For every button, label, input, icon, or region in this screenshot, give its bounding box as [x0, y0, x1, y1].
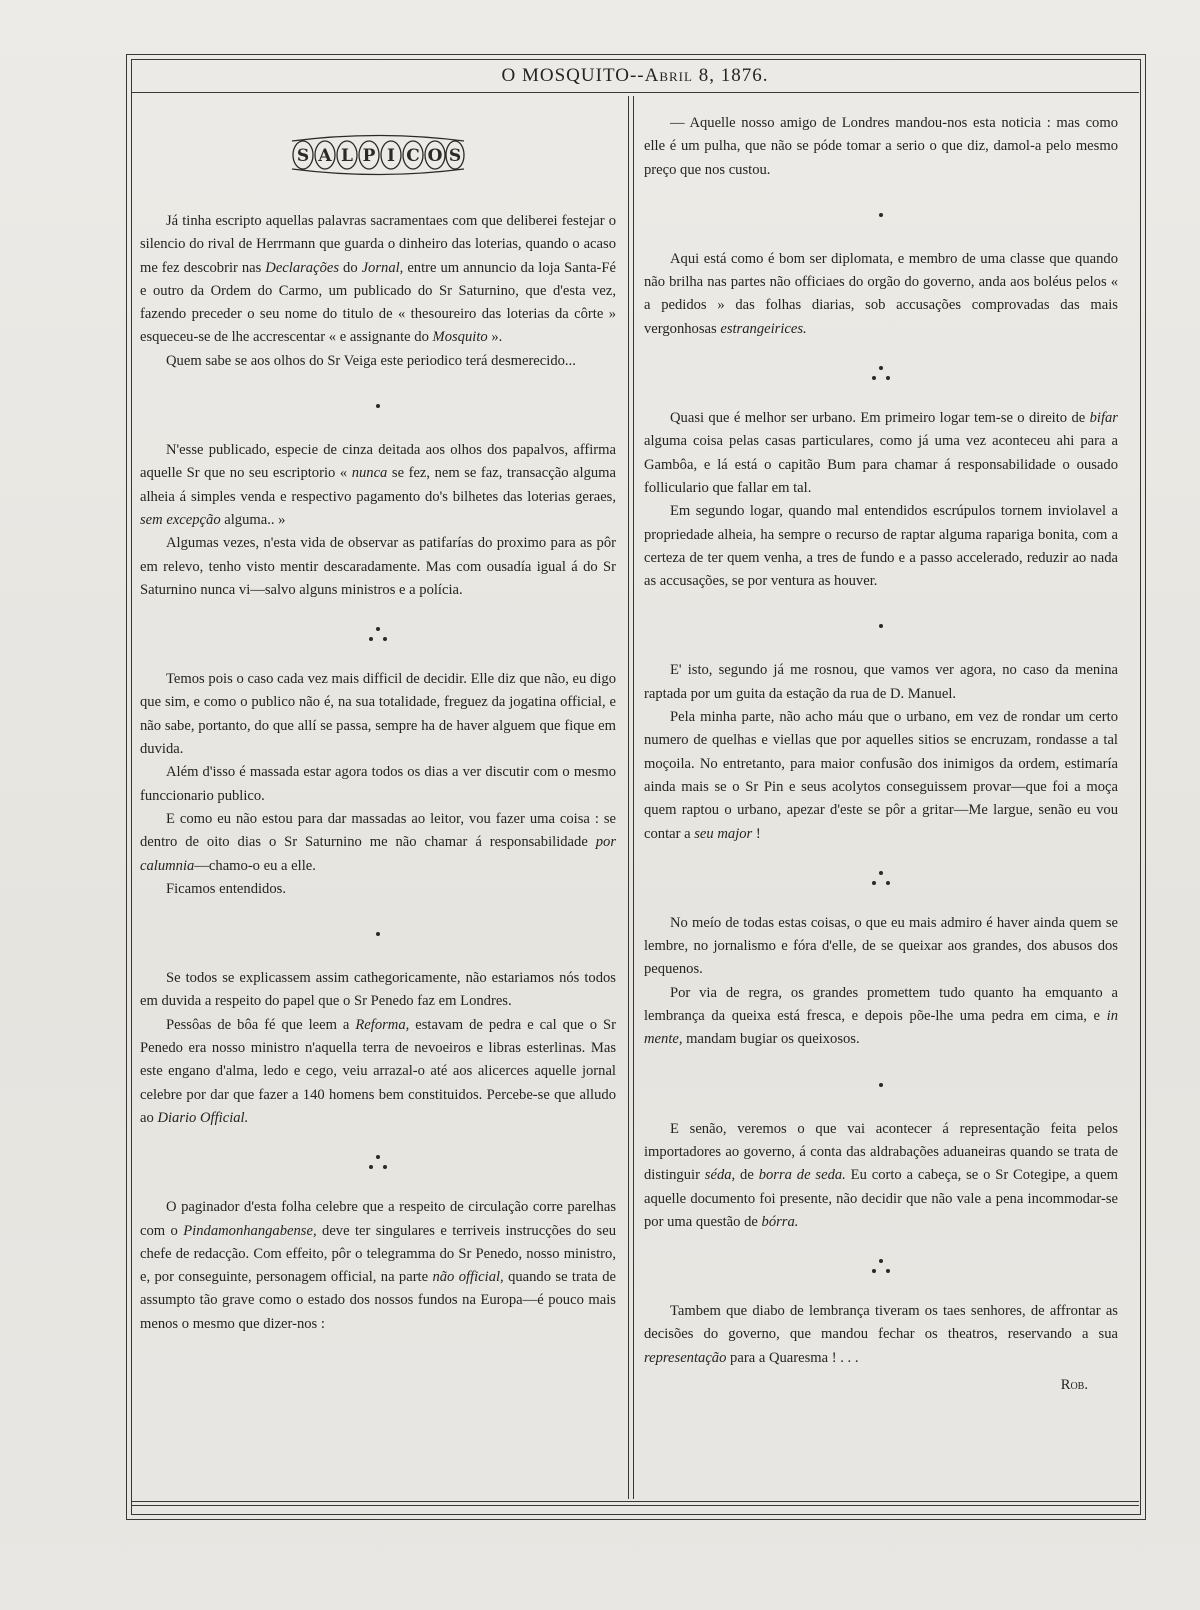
separator-dot [886, 376, 890, 380]
section-separator [866, 203, 896, 227]
paragraph: O paginador d'esta folha celebre que a respeito de circulação corre parelhas com o Pindamonhangabense, deve ter singulares e terriveis instrucções do seu chefe de redacção. Com effeito, pôr o telegramma do Sr Penedo, nosso ministro, e, por conseguinte, personagem official, na parte não official, quando se trata de assumpto tão grave como o estado dos nossos fundos na Europa—é pouco mais menos o mesmo que dizer-nos : [140, 1199, 616, 1332]
paragraph: Ficamos entendidos. [166, 880, 286, 897]
paragraph: Temos pois o caso cada vez mais difficil de decidir. Elle diz que não, eu digo que sim, e como o publico não é, na sua totalidade, freguez da jogatina official, e não sabe, portanto, do que allí se passa, sempre ha de haver alguem que fique em duvida. [140, 671, 616, 758]
paragraph: E como eu não estou para dar massadas ao leitor, vou fazer uma coisa : se dentro de oito dias o Sr Saturnino me não chamar á responsabilidade por calumnia—chamo-o eu a elle. [140, 810, 616, 874]
svg-text:L: L [341, 146, 353, 166]
paragraph: E senão, veremos o que vai acontecer á representação feita pelos importadores ao governo, á conta das aldrabações aduaneiras quando se trata de distinguir séda, de borra de seda. Eu corto a cabeça, se o Sr Cotegipe, a quem aquelle documento foi presente, não decidir que não vale a pena incommodar-se por uma questão de bórra. [644, 1120, 1118, 1230]
separator-dot [376, 404, 380, 408]
paragraph: Pessôas de bôa fé que leem a Reforma, estavam de pedra e cal que o Sr Penedo era nosso ministro n'aquella terra de nevoeiros e libras esterlinas. Mas este engano d'alma, ledo e cego, veiu arrazal-o até aos alicerces aquelle jornal celebre por dar que fazer a 140 homens bem constituidos. Percebe-se que alludo ao Diario Official. [140, 1016, 616, 1126]
separator-dot [376, 1155, 380, 1159]
paragraph: Tambem que diabo de lembrança tiveram os taes senhores, de affrontar as decisões do governo, que mandou fechar os theatros, reservando a sua representação para a Quaresma ! . . . [644, 1303, 1118, 1366]
svg-text:I: I [387, 146, 395, 166]
paragraph: Além d'isso é massada estar agora todos os dias a ver discutir com o mesmo funccionario publico. [140, 764, 616, 804]
separator-dot [376, 932, 380, 936]
separator-dot [879, 366, 883, 370]
footer-rule [131, 1505, 1139, 1506]
svg-text:P: P [362, 146, 376, 166]
paragraph: — Aquelle nosso amigo de Londres mandou-nos esta noticia : mas como elle é um pulha, que não se póde tomar a serio o que diz, damol-a pelo mesmo preço que nos custou. [644, 115, 1118, 178]
paragraph: Quasi que é melhor ser urbano. Em primeiro logar tem-se o direito de bifar alguma coisa pelas casas particulares, como já uma vez aconteceu ahi para a Gambôa, e lá está o capitão Bum para chamar á responsabilidade o ousado folliculario que fallar em tal. [644, 410, 1118, 496]
right-column [644, 112, 1118, 1397]
svg-text:S: S [296, 146, 310, 166]
separator-dot [886, 881, 890, 885]
section-separator [866, 1073, 896, 1097]
publication-name: O MOSQUITO [501, 65, 630, 86]
section-separator [363, 394, 393, 418]
separator-dot [376, 627, 380, 631]
masthead [131, 60, 1139, 93]
svg-text:S: S [448, 146, 462, 166]
svg-text:C: C [406, 146, 420, 166]
paragraph: Pela minha parte, não acho máu que o urbano, em vez de rondar um certo numero de quelhas e viellas que por aquelles sitios se encruzam, rondasse a tal moçoila. No entretanto, para maior confusão dos inimigos da ordem, estimaría ainda mais se o Sr Pin e seus acolytos conseguissem provar—que foi a moça quem raptou o urbano, apezar d'este se pôr a gritar—Me largue, senão eu vou contar a seu major ! [644, 709, 1118, 842]
paragraph: Por via de regra, os grandes promettem tudo quanto ha emquanto a lembrança da queixa está fresca, e depois põe-lhe uma pedra em cima, e in mente, mandam bugiar os queixosos. [644, 984, 1118, 1048]
column-rule [633, 96, 634, 1499]
footer-rule [131, 1501, 1139, 1502]
paragraph: Se todos se explicassem assim cathegoricamente, não estariamos nós todos em duvida a respeito do papel que o Sr Penedo faz em Londres. [140, 970, 616, 1010]
paragraph: N'esse publicado, especie de cinza deitada aos olhos dos papalvos, affirma aquelle Sr que no seu escriptorio « nunca se fez, nem se faz, transacção alguma alheia á simples venda e respectivo pagamento do's bilhetes das loterias geraes, sem excepção alguma.. » [140, 442, 616, 528]
masthead-dash: -- [629, 65, 645, 86]
section-separator [866, 1255, 896, 1279]
paragraph: Em segundo logar, quando mal entendidos escrúpulos tornem inviolavel a propriedade alheia, ha sempre o recurso de raptar alguma rapariga bonita, com a certeza de ter quem venha, a tres de fundo e a passo accelerado, reduzir ao nada as accusações, se por ventura as houver. [644, 503, 1118, 590]
paragraph: Já tinha escripto aquellas palavras sacramentaes com que deliberei festejar o silencio do rival de Herrmann que guarda o dinheiro das loterias, quando o acaso me fez descobrir nas Declarações do Jornal, entre um annuncio da loja Santa-Fé e outro da Ordem do Carmo, um publicado do Sr Saturnino, que d'esta vez, fazendo preceder o seu nome do titulo de « thesoureiro das loterias da côrte » esqueceu-se de lhe accrescentar « e assignante do Mosquito ». [140, 213, 616, 346]
separator-dot [879, 871, 883, 875]
date-rest: 8, 1876. [698, 65, 769, 86]
section-separator [363, 1151, 393, 1175]
separator-dot [879, 213, 883, 217]
separator-dot [369, 1165, 373, 1169]
date-month: Abril [644, 65, 693, 86]
section-separator [866, 362, 896, 386]
separator-dot [879, 624, 883, 628]
section-separator [866, 867, 896, 891]
paragraph: Quem sabe se aos olhos do Sr Veiga este periodico terá desmerecido... [166, 352, 576, 369]
paragraph: Aqui está como é bom ser diplomata, e membro de uma classe que quando não brilha nas partes não officiaes do orgão do governo, anda aos boléus pelos « a pedidos » das folhas diarias, sob accusações comprovadas das mais vergonhosas estrangeirices. [644, 250, 1118, 337]
svg-text:O: O [427, 146, 443, 166]
paragraph: No meío de todas estas coisas, o que eu mais admiro é haver ainda quem se lembre, no jornalismo e fóra d'elle, de se queixar aos grandes, dos abusos dos pequenos. [644, 914, 1118, 978]
separator-dot [369, 637, 373, 641]
paragraph: E' isto, segundo já me rosnou, que vamos ver agora, no caso da menina raptada por um guita da estação da rua de D. Manuel. [644, 662, 1118, 702]
separator-dot [872, 881, 876, 885]
separator-dot [383, 637, 387, 641]
section-separator [363, 922, 393, 946]
separator-dot [383, 1165, 387, 1169]
separator-dot [879, 1259, 883, 1263]
paragraph: Algumas vezes, n'esta vida de observar as patifarías do proximo para as pôr em relevo, tenho visto mentir descaradamente. Mas com ousadía igual á do Sr Saturnino nunca vi—salvo alguns ministros e a polícia. [140, 535, 616, 598]
separator-dot [886, 1269, 890, 1273]
section-separator [866, 614, 896, 638]
column-rule [628, 96, 629, 1499]
separator-dot [879, 1083, 883, 1087]
svg-text:A: A [318, 146, 332, 166]
salpicos-logo [290, 132, 466, 178]
separator-dot [872, 1269, 876, 1273]
signature: Rob. [1060, 1376, 1088, 1393]
separator-dot [872, 376, 876, 380]
section-separator [363, 623, 393, 647]
